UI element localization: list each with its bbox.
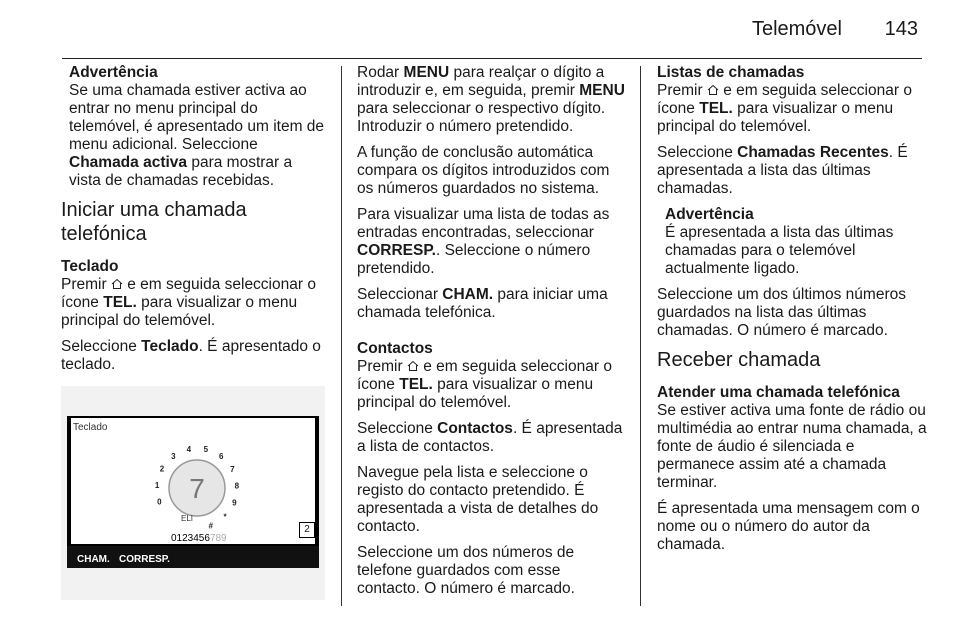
- section-heading: Iniciar uma chamada telefónica: [61, 199, 247, 245]
- text: Premir: [657, 82, 707, 99]
- page-number: 143: [884, 18, 918, 40]
- text: e em seguida seleccionar o ícone: [657, 82, 912, 117]
- column-divider: [341, 66, 342, 606]
- text-bold: MENU: [579, 82, 625, 99]
- note-text-part: para mostrar a vista de chamadas recebidas.: [69, 154, 293, 189]
- text-bold: TEL.: [699, 100, 733, 117]
- eli-label: ELI: [181, 514, 194, 523]
- note-box: [69, 64, 326, 190]
- display-inner: [71, 418, 315, 544]
- text: Seleccionar: [357, 286, 443, 303]
- paragraph: A função de conclusão automática compara os dígitos introduzidos com os números guardados no sistema.: [357, 144, 610, 197]
- keypad-figure: [61, 386, 325, 600]
- dial-digit[interactable]: 2: [159, 464, 165, 474]
- paragraph: [657, 82, 927, 136]
- paragraph: [61, 338, 326, 374]
- display-screen: [67, 416, 319, 568]
- column-divider: [640, 66, 641, 606]
- dial-digit[interactable]: 4: [186, 444, 192, 454]
- dial-digit[interactable]: 3: [171, 451, 176, 461]
- paragraph: [357, 206, 627, 278]
- text-bold: Contactos: [437, 420, 513, 437]
- page-header: [0, 0, 960, 62]
- text: e em seguida seleccionar o ícone: [61, 276, 316, 311]
- dial-digit[interactable]: 5: [203, 445, 209, 454]
- text: para visualizar o menu principal do telemóvel.: [357, 376, 594, 411]
- entered-digits: 0123456: [171, 533, 210, 544]
- subheading-listas: Listas de chamadas: [657, 64, 805, 81]
- text: Seleccione: [61, 338, 142, 355]
- paragraph: Navegue pela lista e seleccione o registo do contacto pretendido. É apresentada a vista de detalhes do contacto.: [357, 464, 599, 535]
- home-icon: [111, 278, 123, 290]
- text: . Seleccione o número pretendido.: [357, 242, 591, 277]
- text: para iniciar uma chamada telefónica.: [357, 286, 608, 321]
- dial-digit[interactable]: *: [223, 512, 227, 522]
- text: para visualizar o menu principal do telemóvel.: [61, 294, 298, 329]
- dial-digit[interactable]: 6: [218, 452, 224, 462]
- text: Premir: [61, 276, 111, 293]
- paragraph: Se estiver activa uma fonte de rádio ou multimédia ao entrar numa chamada, a fonte de áudio é silenciada e permanece assim até a chamada terminar.: [657, 402, 927, 491]
- text-bold: MENU: [403, 64, 450, 81]
- softkey-corresp[interactable]: CORRESP.: [119, 554, 170, 565]
- dial-digit[interactable]: 9: [232, 498, 237, 508]
- dial-digit[interactable]: #: [208, 521, 213, 531]
- paragraph: [357, 358, 627, 412]
- text: Para visualizar uma lista de todas as entradas encontradas, seleccionar: [357, 206, 610, 241]
- home-icon: [407, 360, 419, 372]
- text-bold: TEL.: [103, 294, 137, 311]
- subheading-atender: Atender uma chamada telefónica: [657, 384, 900, 401]
- dial-digit[interactable]: 7: [230, 465, 235, 475]
- paragraph: Seleccione um dos números de telefone guardados com esse contacto. O número é marcado.: [357, 544, 575, 597]
- home-icon: [707, 84, 719, 96]
- text: . É apresentado o teclado.: [61, 338, 321, 373]
- column-1: [61, 64, 326, 600]
- text-bold: TEL.: [399, 376, 433, 393]
- paragraph: [61, 276, 326, 330]
- selected-digit: 7: [189, 473, 205, 504]
- text-bold: CORRESP.: [357, 242, 436, 259]
- text: para realçar o dígito a introduzir e, em seguida, premir: [357, 64, 605, 99]
- subheading-contactos: Contactos: [357, 340, 433, 357]
- text: Seleccione: [657, 144, 738, 161]
- softkey-cham[interactable]: CHAM.: [77, 554, 110, 565]
- text: para seleccionar o respectivo dígito. Introduzir o número pretendido.: [357, 100, 606, 135]
- text-bold: CHAM.: [442, 286, 494, 303]
- text: . É apresentada a lista de contactos.: [357, 420, 623, 455]
- text: Seleccione: [357, 420, 438, 437]
- text: . É apresentada a lista das últimas chamadas.: [657, 144, 908, 197]
- note-text: É apresentada a lista das últimas chamadas para o telemóvel actualmente ligado.: [665, 224, 894, 277]
- dial-digit[interactable]: 8: [234, 481, 240, 491]
- text: e em seguida seleccionar o ícone: [357, 358, 612, 393]
- callout-number: 2: [299, 522, 315, 538]
- text-bold: Teclado: [141, 338, 199, 355]
- column-3: [657, 64, 927, 562]
- paragraph: É apresentada uma mensagem com o nome ou o número do autor da chamada.: [657, 500, 920, 553]
- note-text-bold: Chamada activa: [69, 154, 188, 171]
- autocomplete-hint: 789: [209, 533, 227, 544]
- text: Rodar: [357, 64, 404, 81]
- text: para visualizar o menu principal do telemóvel.: [657, 100, 894, 135]
- column-2: [357, 64, 627, 606]
- paragraph: [357, 64, 627, 136]
- paragraph: Seleccione um dos últimos números guardados na lista das últimas chamadas. O número é marcado.: [657, 286, 906, 339]
- text-bold: Chamadas Recentes: [737, 144, 889, 161]
- note-label: Advertência: [665, 206, 754, 223]
- screen-title: Teclado: [73, 422, 108, 433]
- page-title: Telemóvel: [751, 18, 842, 40]
- paragraph: [657, 144, 927, 198]
- paragraph: [357, 420, 627, 456]
- softkey-bar: [67, 546, 319, 568]
- note-text: [69, 82, 326, 190]
- paragraph: [357, 286, 627, 322]
- dial-digit[interactable]: 0: [157, 497, 162, 507]
- text: Premir: [357, 358, 407, 375]
- section-heading: Receber chamada: [657, 349, 821, 371]
- note-box: [665, 206, 927, 278]
- note-text-part: Se uma chamada estiver activa ao entrar no menu principal do telemóvel, é apresentado um item de menu adicional. Seleccione: [69, 82, 325, 153]
- header-rule: [62, 58, 922, 59]
- note-label: Advertência: [69, 64, 158, 81]
- subheading-teclado: Teclado: [61, 258, 119, 275]
- dial-digit[interactable]: 1: [154, 480, 160, 490]
